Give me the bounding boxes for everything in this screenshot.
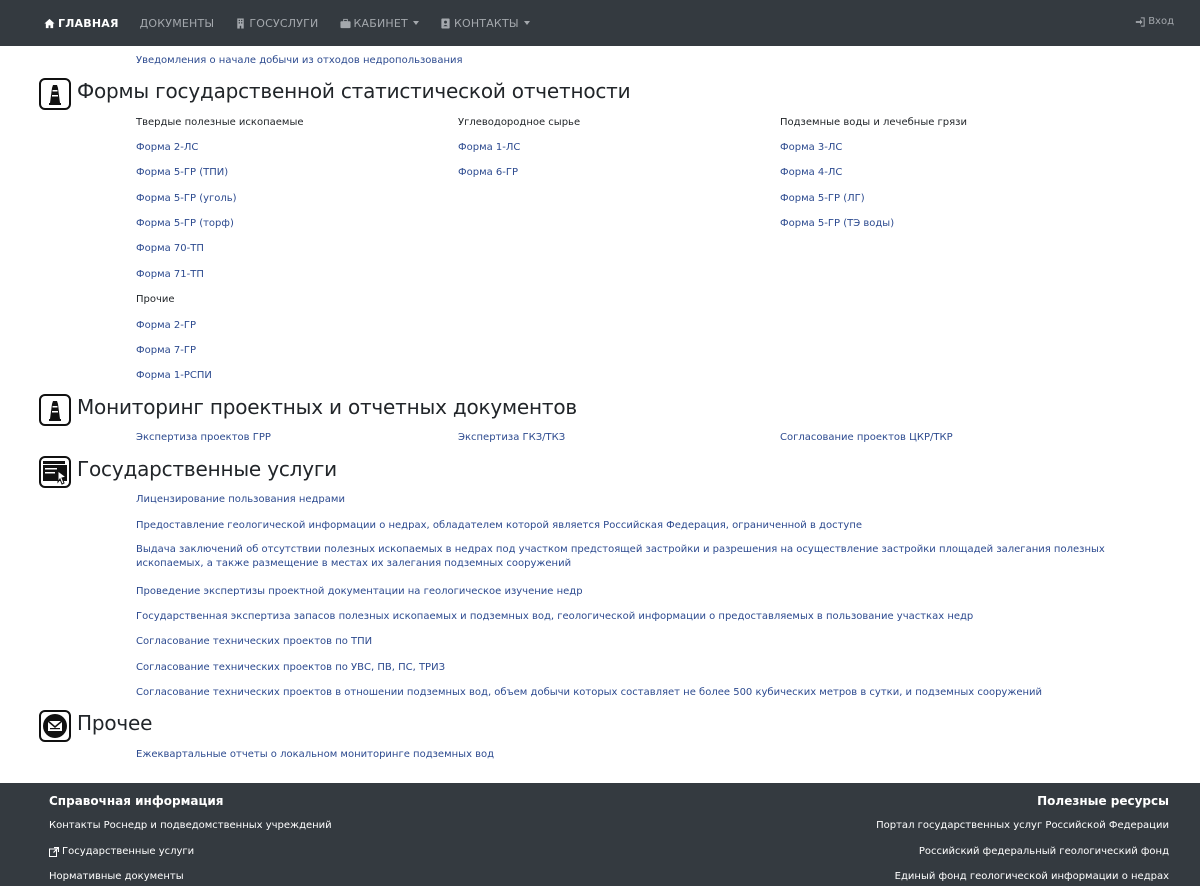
section-title-other: Прочее (77, 711, 153, 735)
column-subheader-other: Прочие (136, 294, 175, 305)
nav-item-label: КАБИНЕТ (353, 16, 408, 30)
form-link[interactable]: Форма 5-ГР (ЛГ) (780, 193, 865, 204)
column-header-groundwater: Подземные воды и лечебные грязи (780, 117, 967, 128)
footer-link-gosuslugi-portal[interactable]: Портал государственных услуг Российской Федерации (876, 820, 1169, 831)
chevron-down-icon (524, 21, 530, 25)
form-link[interactable]: Форма 2-ЛС (136, 142, 199, 153)
section-title-monitoring: Мониторинг проектных и отчетных документов (77, 395, 577, 419)
other-link[interactable]: Ежеквартальные отчеты о локальном мониторинге подземных вод (136, 749, 495, 760)
form-link[interactable]: Форма 6-ГР (458, 167, 519, 178)
service-link[interactable]: Согласование технических проектов в отношении подземных вод, объем добычи которых составляет не более 500 кубических метров в сутки, и подземных сооружений (136, 687, 1043, 698)
section-title-forms: Формы государственной статистической отчетности (77, 79, 631, 103)
service-link[interactable]: Предоставление геологической информации о недрах, обладателем которой является Российская Федерация, ограниченной в доступе (136, 520, 863, 531)
footer (0, 783, 1200, 886)
form-link[interactable]: Форма 1-ЛС (458, 142, 521, 153)
home-icon (44, 18, 55, 29)
footer-right-title: Полезные ресурсы (1037, 794, 1169, 808)
service-link[interactable]: Выдача заключений об отсутствии полезных ископаемых в недрах под участком предстоящей застройки и разрешения на осуществление застройки площадей залегания полезных ископаемых, а также размещение в местах их залегания подземных сооружений (136, 544, 1105, 569)
monitoring-link[interactable]: Экспертиза ГКЗ/ТКЗ (458, 432, 566, 443)
tower-document-icon (39, 78, 71, 110)
gosuslugi-screen-icon (39, 456, 71, 488)
footer-left-title: Справочная информация (49, 794, 224, 808)
sign-in-icon (1135, 17, 1145, 27)
nav-item-label: ГОСУСЛУГИ (249, 16, 319, 30)
form-link[interactable]: Форма 3-ЛС (780, 142, 843, 153)
nav-item-services[interactable] (235, 17, 318, 30)
nav-item-label: ДОКУМЕНТЫ (139, 16, 215, 30)
waste-mining-notifications-link[interactable]: Уведомления о начале добычи из отходов недропользования (136, 55, 463, 66)
address-book-icon (440, 18, 451, 29)
form-link[interactable]: Форма 2-ГР (136, 320, 197, 331)
nav-item-contacts[interactable] (440, 17, 530, 30)
column-header-solid-minerals: Твердые полезные ископаемые (136, 117, 304, 128)
form-link[interactable]: Форма 1-РСПИ (136, 370, 212, 381)
service-link[interactable]: Согласование технических проектов по ТПИ (136, 636, 373, 647)
footer-link-efgi[interactable]: Единый фонд геологической информации о недрах (894, 871, 1169, 882)
section-title-services: Государственные услуги (77, 457, 337, 481)
top-navbar (0, 0, 1200, 46)
service-link[interactable]: Согласование технических проектов по УВС, ПВ, ПС, ТРИЗ (136, 662, 445, 673)
monitoring-link[interactable]: Экспертиза проектов ГРР (136, 432, 271, 443)
form-link[interactable]: Форма 4-ЛС (780, 167, 843, 178)
briefcase-icon (340, 18, 351, 29)
form-link[interactable]: Форма 5-ГР (ТПИ) (136, 167, 229, 178)
nav-item-label: ГЛАВНАЯ (58, 16, 119, 30)
nav-item-label: КОНТАКТЫ (453, 16, 519, 30)
footer-link-label: Государственные услуги (62, 846, 195, 857)
nav-item-documents[interactable] (140, 17, 215, 30)
service-link[interactable]: Проведение экспертизы проектной документации на геологическое изучение недр (136, 586, 583, 597)
form-link[interactable]: Форма 7-ГР (136, 345, 197, 356)
form-link[interactable]: Форма 5-ГР (уголь) (136, 193, 237, 204)
service-link[interactable]: Государственная экспертиза запасов полезных ископаемых и подземных вод, геологической информации о предоставляемых в пользование участках недр (136, 611, 974, 622)
footer-link-rfgf[interactable]: Российский федеральный геологический фонд (918, 846, 1169, 857)
nav-item-home[interactable] (44, 17, 119, 30)
form-link[interactable]: Форма 5-ГР (торф) (136, 218, 234, 229)
nav-item-cabinet[interactable] (340, 17, 419, 30)
footer-link-services[interactable] (49, 846, 194, 857)
footer-link-regulations[interactable]: Нормативные документы (49, 871, 184, 882)
chevron-down-icon (413, 21, 419, 25)
service-link[interactable]: Лицензирование пользования недрами (136, 494, 345, 505)
form-link[interactable]: Форма 70-ТП (136, 243, 204, 254)
monitoring-link[interactable]: Согласование проектов ЦКР/ТКР (780, 432, 953, 443)
login-label: Вход (1148, 16, 1174, 27)
building-icon (235, 18, 246, 29)
login-link[interactable] (1135, 16, 1174, 27)
column-header-hydrocarbons: Углеводородное сырье (458, 117, 581, 128)
footer-link-contacts[interactable]: Контакты Роснедр и подведомственных учреждений (49, 820, 332, 831)
form-link[interactable]: Форма 5-ГР (ТЭ воды) (780, 218, 895, 229)
external-link-icon (49, 847, 59, 857)
nav-menu (44, 0, 551, 46)
tower-document-icon (39, 394, 71, 426)
envelope-document-icon (39, 710, 71, 742)
form-link[interactable]: Форма 71-ТП (136, 269, 204, 280)
